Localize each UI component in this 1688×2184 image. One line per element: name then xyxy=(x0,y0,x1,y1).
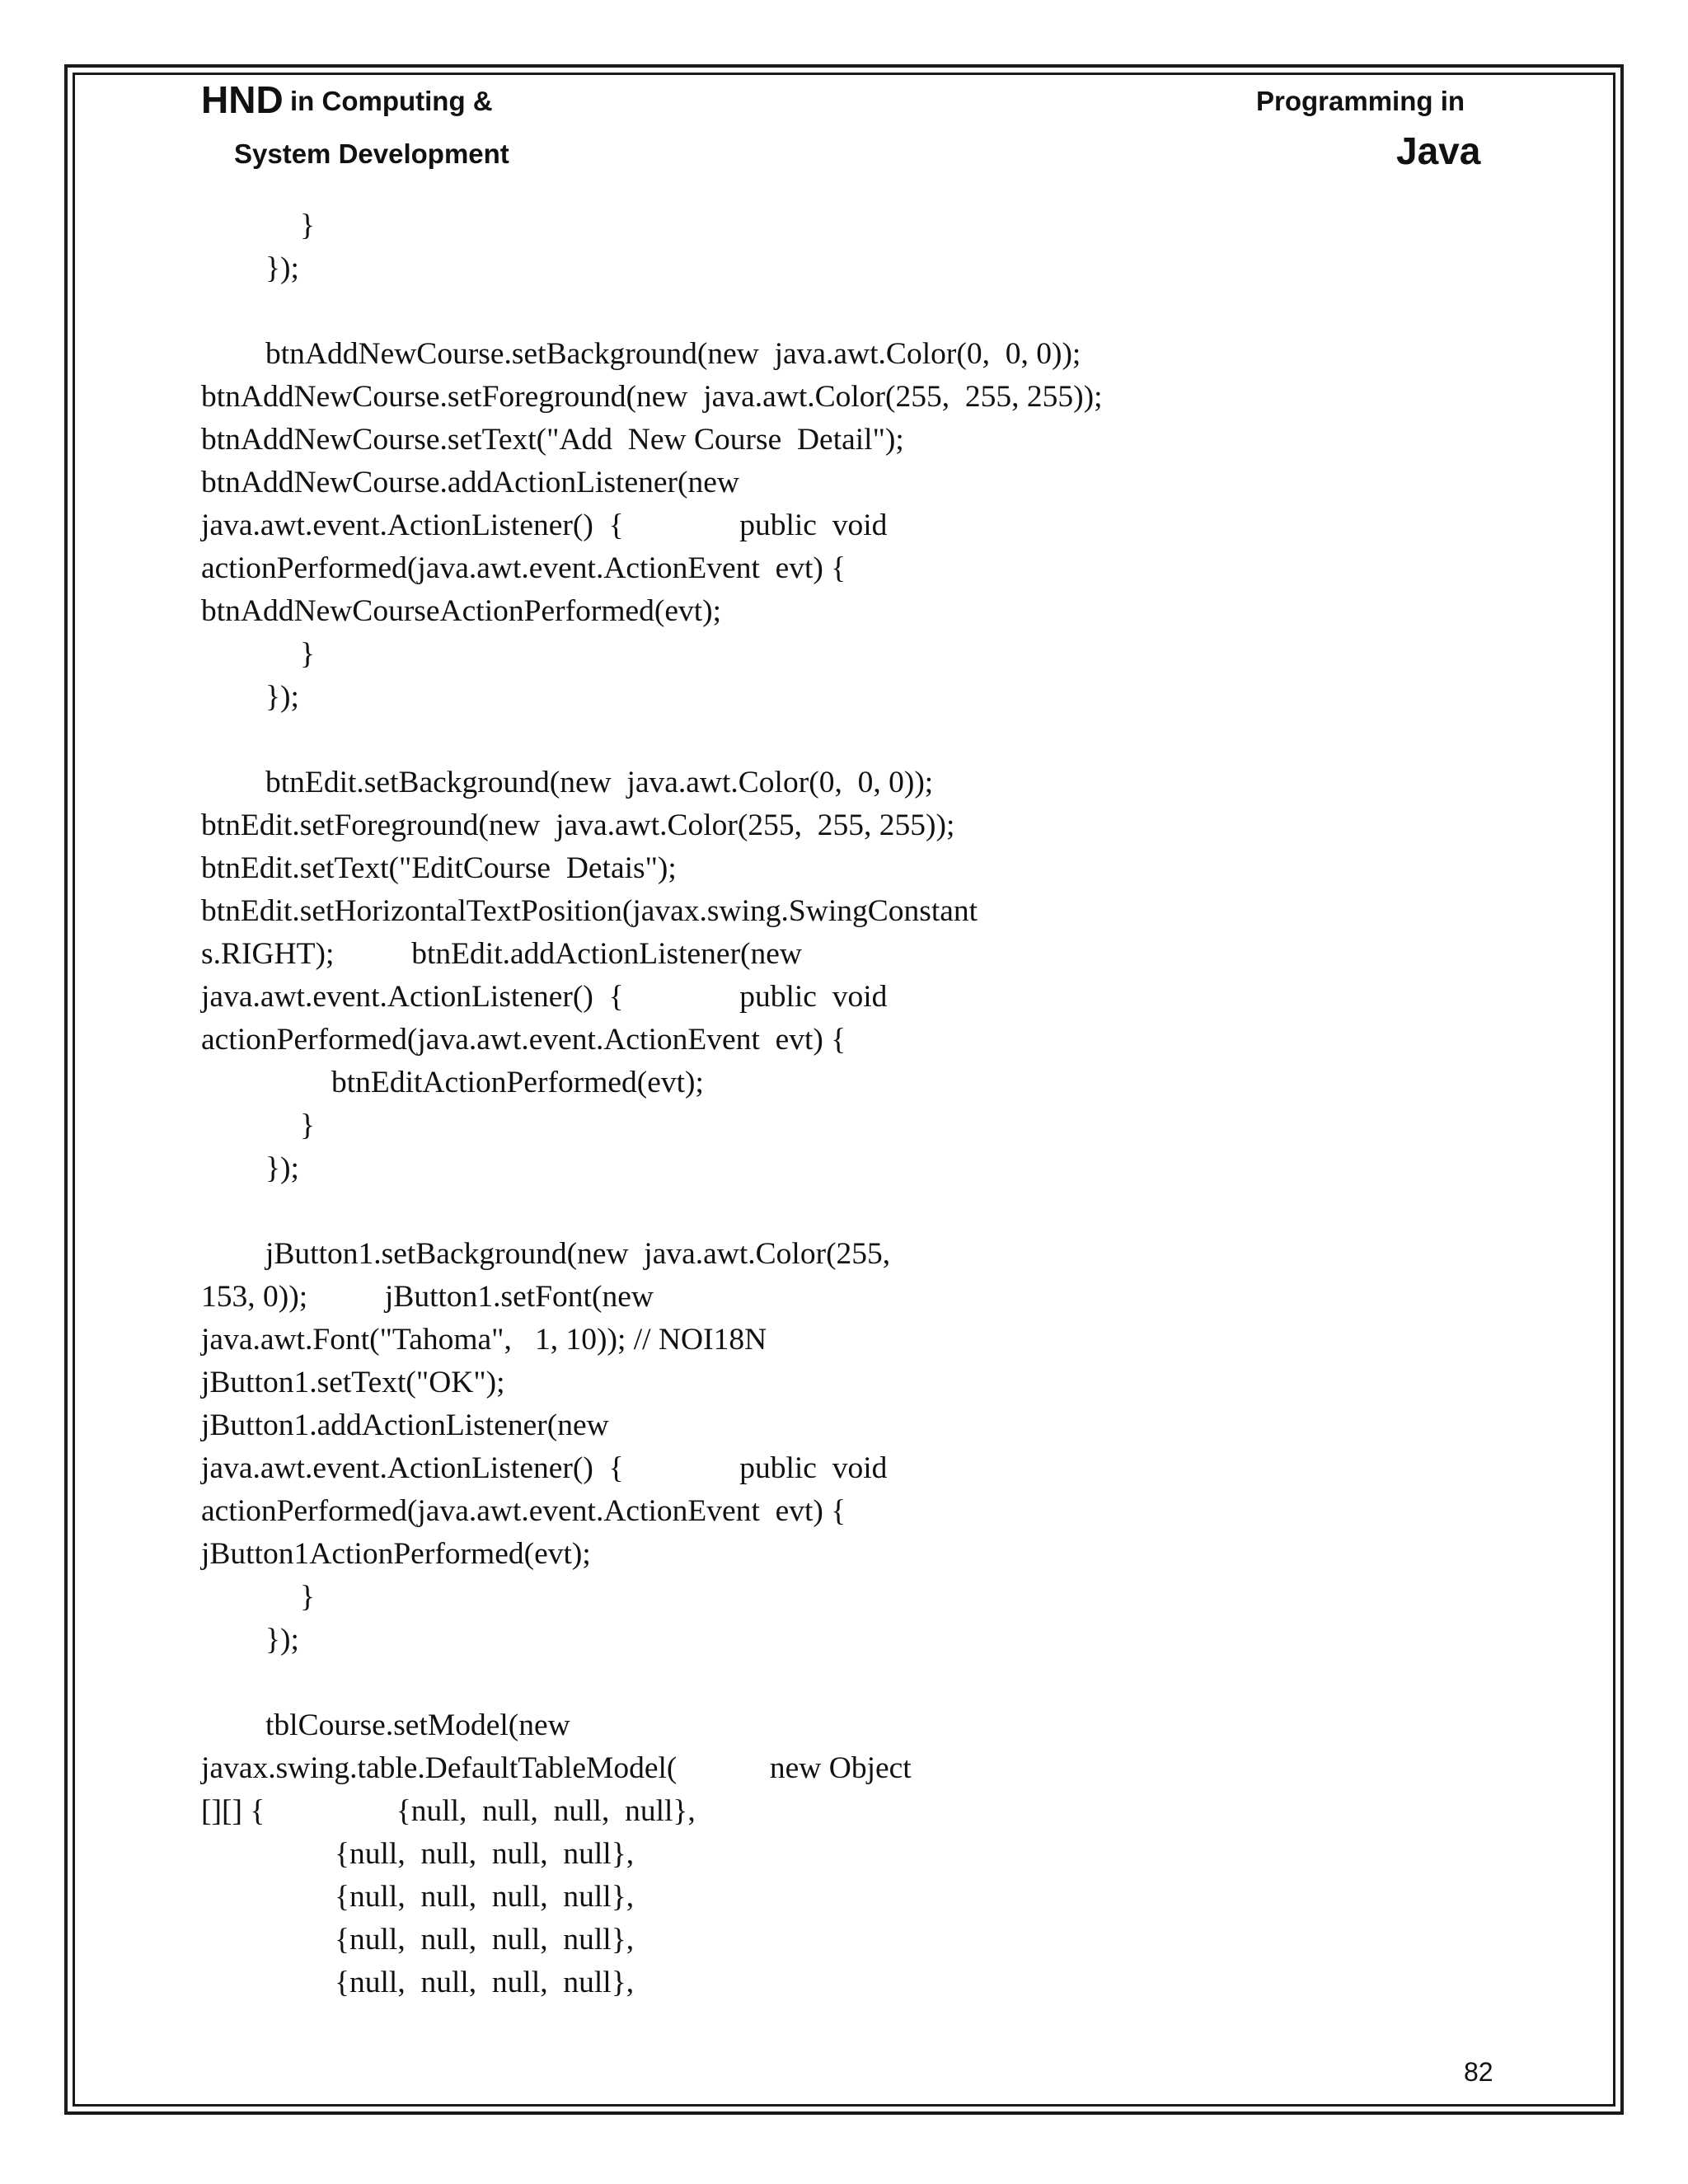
code-line: jButton1.addActionListener(new xyxy=(201,1408,609,1442)
header-hnd: HND xyxy=(201,78,284,121)
code-line: btnAddNewCourse.setForeground(new java.awt.Color(255, 255, 255)); xyxy=(201,380,1103,414)
code-line: }); xyxy=(265,1623,299,1657)
code-line: } xyxy=(300,209,315,242)
code-line: btnEdit.setBackground(new java.awt.Color(0, 0, 0)); xyxy=(265,766,934,799)
code-line: btnAddNewCourse.setBackground(new java.awt.Color(0, 0, 0)); xyxy=(265,337,1081,371)
code-line: tblCourse.setModel(new xyxy=(265,1708,570,1742)
code-line: java.awt.event.ActionListener() { public void xyxy=(201,1451,888,1485)
code-line: javax.swing.table.DefaultTableModel( new Object xyxy=(201,1751,912,1785)
header-java: Java xyxy=(1396,129,1481,172)
code-line: java.awt.event.ActionListener() { public void xyxy=(201,980,888,1014)
code-line: java.awt.event.ActionListener() { public void xyxy=(201,509,888,542)
code-line: } xyxy=(300,1580,315,1614)
code-line: }); xyxy=(265,251,299,285)
code-line: btnEditActionPerformed(evt); xyxy=(331,1066,704,1099)
code-line: {null, null, null, null}, xyxy=(335,1923,635,1957)
code-line: }); xyxy=(265,680,299,714)
header-system-development: System Development xyxy=(234,138,509,169)
code-line: actionPerformed(java.awt.event.ActionEvent evt) { xyxy=(201,551,846,585)
code-line: java.awt.Font("Tahoma", 1, 10)); // NOI18N xyxy=(201,1323,767,1357)
code-line: btnEdit.setForeground(new java.awt.Color(255, 255, 255)); xyxy=(201,808,955,842)
code-line: s.RIGHT); btnEdit.addActionListener(new xyxy=(201,937,803,971)
header-programming-in: Programming in xyxy=(1256,86,1465,116)
code-line: {null, null, null, null}, xyxy=(335,1837,635,1871)
code-line: actionPerformed(java.awt.event.ActionEvent evt) { xyxy=(201,1494,846,1528)
code-line: {null, null, null, null}, xyxy=(335,1966,635,1999)
code-line: jButton1.setText("OK"); xyxy=(201,1366,505,1399)
code-line: 153, 0)); jButton1.setFont(new xyxy=(201,1280,654,1314)
code-line: } xyxy=(300,1108,315,1142)
code-line: actionPerformed(java.awt.event.ActionEvent evt) { xyxy=(201,1023,846,1057)
code-line: }); xyxy=(265,1151,299,1185)
code-line: btnAddNewCourse.addActionListener(new xyxy=(201,466,739,499)
code-line: btnEdit.setText("EditCourse Detais"); xyxy=(201,851,677,885)
code-line: } xyxy=(300,637,315,671)
code-line: btnEdit.setHorizontalTextPosition(javax.swing.SwingConstant xyxy=(201,894,978,928)
code-line: {null, null, null, null}, xyxy=(335,1880,635,1914)
code-line: jButton1ActionPerformed(evt); xyxy=(201,1537,591,1571)
code-line: btnAddNewCourse.setText("Add New Course Detail"); xyxy=(201,423,904,457)
header-in-computing: in Computing & xyxy=(290,86,493,116)
code-line: jButton1.setBackground(new java.awt.Color(255, xyxy=(265,1237,891,1271)
code-line: [][] { {null, null, null, null}, xyxy=(201,1794,696,1828)
code-line: btnAddNewCourseActionPerformed(evt); xyxy=(201,594,722,628)
page-number: 82 xyxy=(1464,2057,1493,2087)
